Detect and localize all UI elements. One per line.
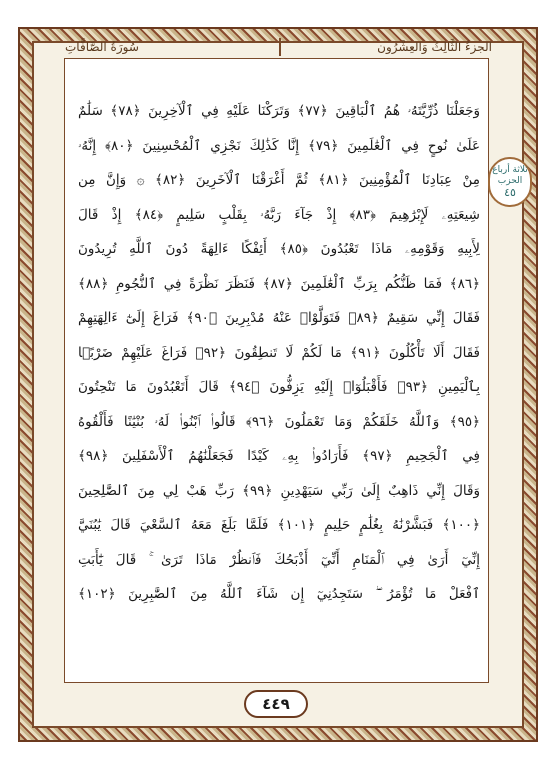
verse-line: بِٱلْيَمِينِ ﴿٩٣﴾ فَأَقْبَلُوٓا۟ إِلَيْهِ يَزِفُّونَ ﴿٩٤﴾ قَالَ أَتَعْبُدُونَ مَا تَنْحِتُونَ (78, 379, 480, 395)
hizb-label-top: ثلاثة أرباع (492, 165, 528, 175)
verse-line: وَجَعَلْنَا ذُرِّيَّتَهُۥ هُمُ ٱلْبَاقِينَ ﴿٧٧﴾ وَتَرَكْنَا عَلَيْهِ فِي ٱلْآخِرِينَ ﴿٧٨﴾ سَلَٰمٌ (78, 103, 480, 119)
juz-title: الجزءُ الثَّالِثُ وَالعِشْرُون (377, 40, 492, 54)
verse-line: شِيعَتِهِۦ لَإِبْرَٰهِيمَ ﴿٨٣﴾ إِذْ جَآءَ رَبَّهُۥ بِقَلْبٍ سَلِيمٍ ﴿٨٤﴾ إِذْ قَالَ (78, 206, 480, 223)
page-number: ٤٤٩ (244, 690, 308, 718)
verse-line: ٱفْعَلْ مَا تُؤْمَرُ ۖ سَتَجِدُنِيٓ إِن شَآءَ ٱللَّهُ مِنَ ٱلصَّٰبِرِينَ ﴿١٠٢﴾ (78, 586, 480, 602)
verse-line: لِأَبِيهِ وَقَوْمِهِۦ مَاذَا تَعْبُدُونَ ﴿٨٥﴾ أَئِفْكًا ءَالِهَةً دُونَ ٱللَّهِ تُرِيدُونَ (78, 241, 480, 257)
hizb-marker (488, 157, 532, 207)
verse-line: ﴿٩٥﴾ وَٱللَّهُ خَلَقَكُمْ وَمَا تَعْمَلُونَ ﴿٩٦﴾ قَالُوا۟ ٱبْنُوا۟ لَهُۥ بُنْيَٰنًا فَأَلْقُوهُ (78, 413, 480, 430)
verse-line: فَقَالَ إِنِّي سَقِيمٌ ﴿٨٩﴾ فَتَوَلَّوْا۟ عَنْهُ مُدْبِرِينَ ﴿٩٠﴾ فَرَاغَ إِلَىٰٓ ءَالِهَتِهِمْ (78, 310, 480, 326)
hizb-label-mid: الحزب (497, 176, 523, 186)
header-divider (279, 38, 281, 56)
verse-line: ﴿١٠٠﴾ فَبَشَّرْنَٰهُ بِغُلَٰمٍ حَلِيمٍ ﴿١٠١﴾ فَلَمَّا بَلَغَ مَعَهُ ٱلسَّعْيَ قَالَ يَٰبُنَيَّ (78, 517, 480, 533)
verse-line: إِنِّيٓ أَرَىٰ فِي ٱلْمَنَامِ أَنِّيٓ أَذْبَحُكَ فَٱنظُرْ مَاذَا تَرَىٰ ۚ قَالَ يَٰٓأَبَتِ (78, 551, 480, 568)
verse-line: فَقَالَ أَلَا تَأْكُلُونَ ﴿٩١﴾ مَا لَكُمْ لَا تَنطِقُونَ ﴿٩٢﴾ فَرَاغَ عَلَيْهِمْ ضَرْبًۢا (78, 344, 480, 361)
surah-title: سُورَةُ الصَّافَّاتِ (65, 40, 139, 54)
verse-line: وَقَالَ إِنِّي ذَاهِبٌ إِلَىٰ رَبِّي سَيَهْدِينِ ﴿٩٩﴾ رَبِّ هَبْ لِي مِنَ ٱلصَّٰلِحِينَ (78, 482, 480, 499)
verse-line: عَلَىٰ نُوحٍ فِي ٱلْعَٰلَمِينَ ﴿٧٩﴾ إِنَّا كَذَٰلِكَ نَجْزِي ٱلْمُحْسِنِينَ ﴿٨٠﴾ إِنَّهُۥ (78, 137, 480, 154)
verse-line: ﴿٨٦﴾ فَمَا ظَنُّكُم بِرَبِّ ٱلْعَٰلَمِينَ ﴿٨٧﴾ فَنَظَرَ نَظْرَةً فِي ٱلنُّجُومِ ﴿٨٨﴾ (78, 275, 480, 292)
verse-line: مِنْ عِبَادِنَا ٱلْمُؤْمِنِينَ ﴿٨١﴾ ثُمَّ أَغْرَقْنَا ٱلْآخَرِينَ ﴿٨٢﴾ ۞ وَإِنَّ مِن (78, 172, 480, 188)
verse-line: فِي ٱلْجَحِيمِ ﴿٩٧﴾ فَأَرَادُوا۟ بِهِۦ كَيْدًا فَجَعَلْنَٰهُمُ ٱلْأَسْفَلِينَ ﴿٩٨﴾ (78, 448, 480, 464)
hizb-number: ٤٥ (504, 186, 516, 199)
verse-lines (78, 96, 480, 614)
page-header (55, 36, 502, 60)
